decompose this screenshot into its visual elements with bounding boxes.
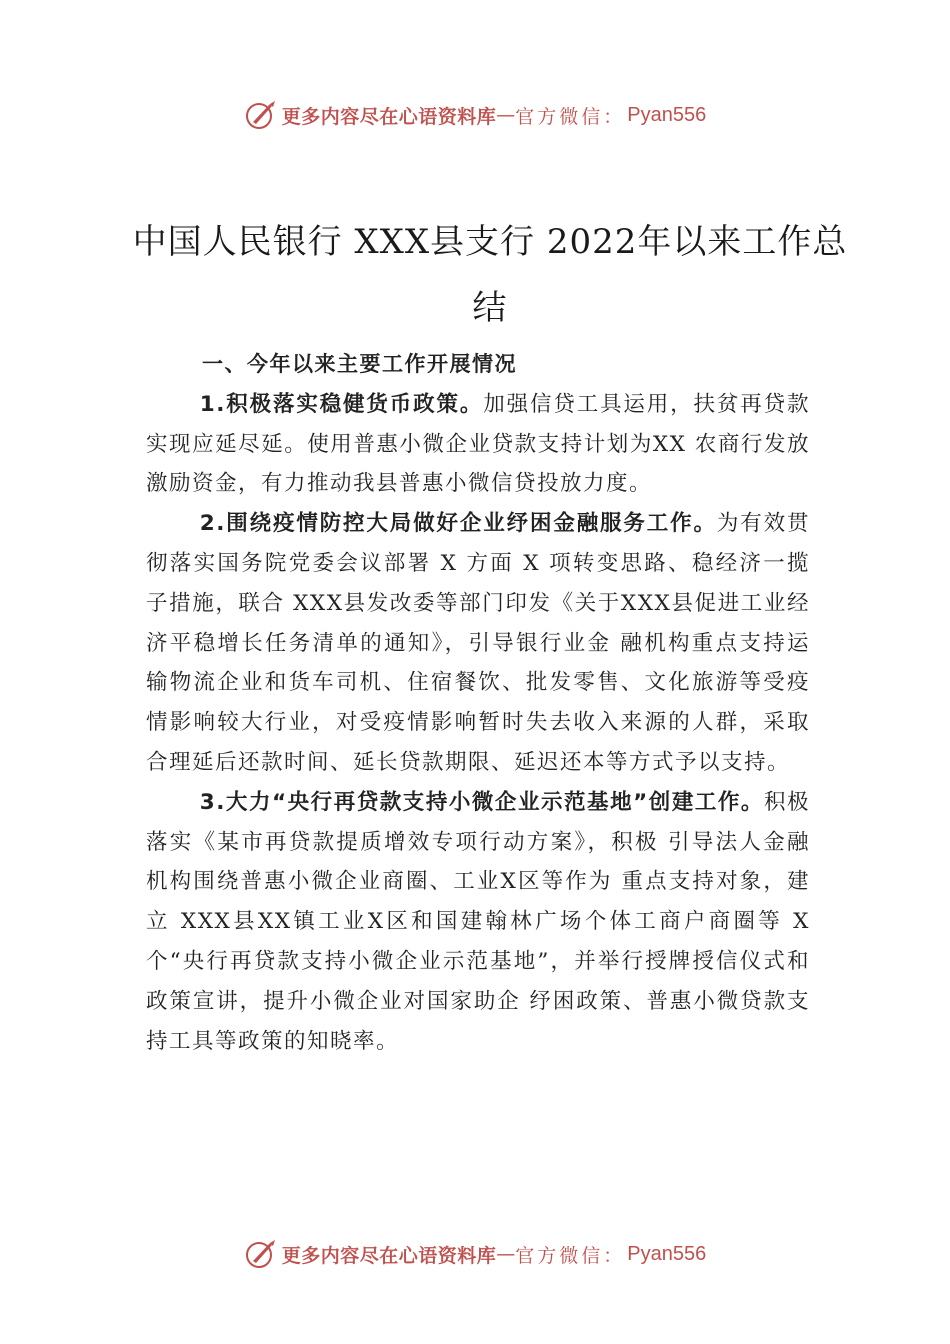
- paragraph-lead: 1.积极落实稳健货币政策。: [199, 391, 484, 417]
- watermark-wechat-id: Pyan556: [627, 103, 707, 126]
- paragraph-lead: 2.围绕疫情防控大局做好企业纾困金融服务工作。: [199, 511, 717, 537]
- watermark-text: 更多内容尽在心语资料库: [281, 105, 497, 128]
- document-body: [146, 345, 810, 1061]
- watermark-text: 更多内容尽在心语资料库: [281, 1244, 497, 1267]
- paragraph-lead: 3.大力“央行再贷款支持小微企业示范基地”创建工作。: [199, 789, 764, 815]
- quill-logo-icon: [244, 1237, 278, 1271]
- watermark-label: 官方微信：: [515, 1244, 626, 1267]
- paragraph-body: 积极落实《某市再贷款提质增效专项行动方案》，积极 引导法人金融机构围绕普惠小微企业商圈、工业X区等作为 重点支持对象，建立 XXX县XX镇工业X区和国建翰林广场个体工商户商圈等 X个“央行再贷款支持小微企业示范基地”，并举行授牌授信仪式和政策宣讲，提升小微企业对国家助企 纾困政策、普惠小微贷款支持工具等政策的知晓率。: [146, 789, 810, 1054]
- watermark-dash: —: [496, 1243, 516, 1265]
- watermark-header: [0, 95, 950, 135]
- watermark-dash: —: [496, 104, 516, 126]
- paragraph-item-3: [146, 783, 810, 1062]
- quill-logo-icon: [244, 98, 278, 132]
- document-title: 中国人民银行 XXX县支行 2022年以来工作总结: [132, 221, 848, 328]
- watermark-wechat-id: Pyan556: [627, 1242, 707, 1265]
- paragraph-body: 为有效贯彻落实国务院党委会议部署 X 方面 X 项转变思路、稳经济一揽子措施，联合 XXX县发改委等部门印发《关于XXX县促进工业经济平稳增长任务清单的通知》，引导银行业金 融机构重点支持运输物流企业和货车司机、住宿餐饮、批发零售、文化旅游等受疫情影响较大行业，对受疫情影响暂时失去收入来源的人群，采取合理延后还款时间、延长贷款期限、延迟还本等方式予以支持。: [146, 511, 810, 775]
- paragraph-body: 加强信贷工具运用，扶贫再贷款实现应延尽延。使用普惠小微企业贷款支持计划为XX 农商行发放激励资金，有力推动我县普惠小微信贷投放力度。: [146, 391, 810, 497]
- watermark-footer: [0, 1234, 950, 1274]
- paragraph-item-1: [146, 385, 810, 504]
- watermark-label: 官方微信：: [515, 105, 626, 128]
- section-heading: 一、今年以来主要工作开展情况: [202, 352, 517, 376]
- paragraph-item-2: [146, 504, 810, 783]
